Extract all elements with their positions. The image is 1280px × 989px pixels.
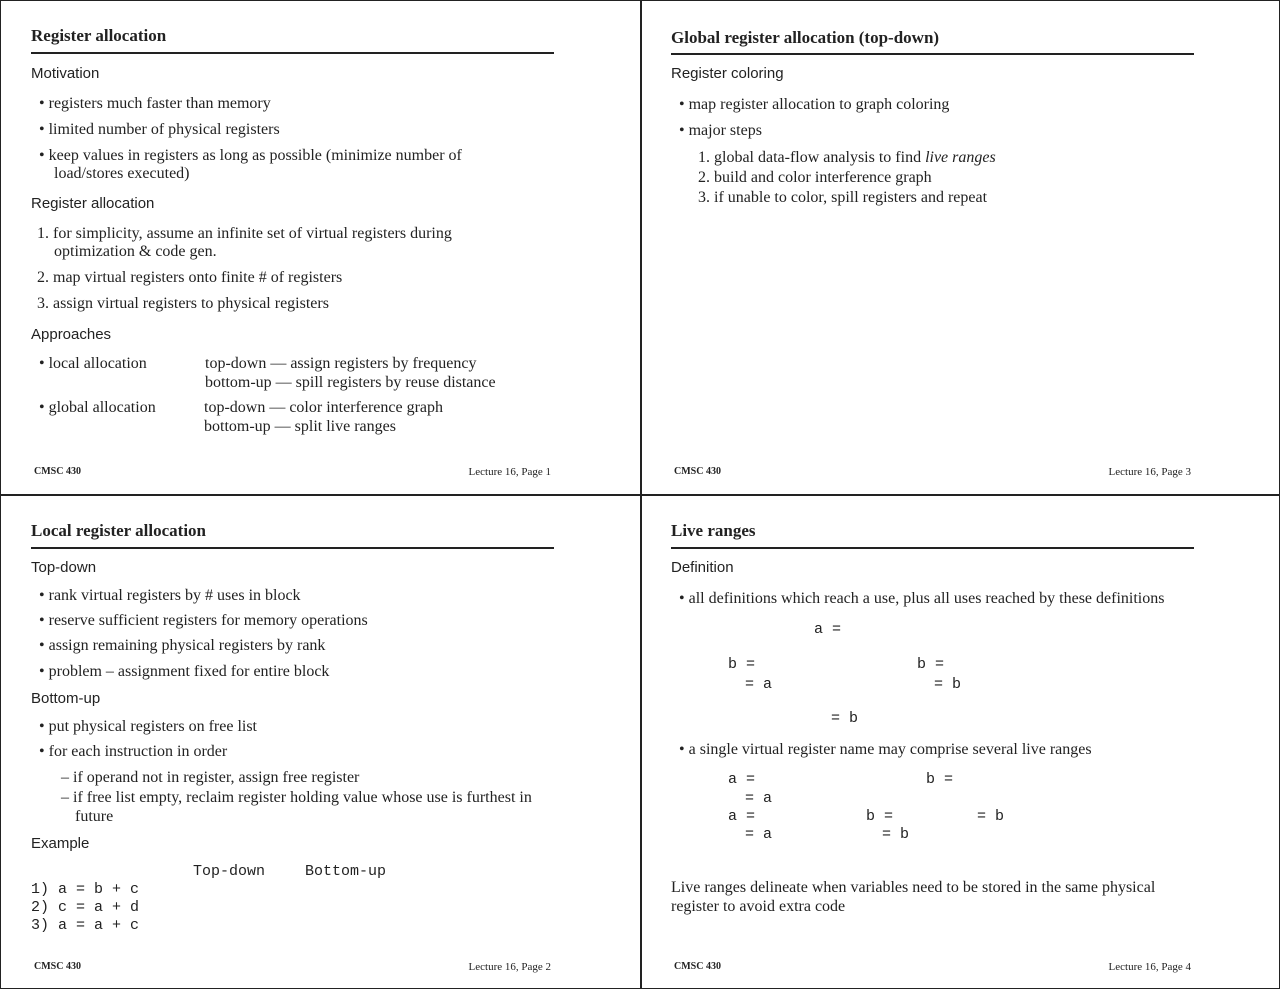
code-fragment: = b: [977, 808, 1005, 825]
sub-item-continuation: future: [75, 808, 114, 825]
slide-title: Live ranges: [671, 521, 756, 540]
slide-page-4: [641, 495, 1280, 989]
title-rule: [671, 53, 1194, 55]
paragraph-line: Live ranges delineate when variables need to be stored in the same physical: [671, 879, 1156, 896]
numbered-item: 1. for simplicity, assume an infinite set of virtual registers during: [37, 225, 452, 242]
paragraph-line: register to avoid extra code: [671, 898, 846, 915]
footer-page: Lecture 16, Page 4: [1108, 961, 1191, 973]
bullet-item: • problem – assignment fixed for entire block: [39, 663, 330, 680]
bullet-icon: •: [679, 590, 689, 607]
footer-page: Lecture 16, Page 1: [468, 466, 551, 478]
footer-course: CMSC 430: [674, 961, 721, 972]
bullet-item: • major steps: [679, 122, 762, 139]
sub-item: – if free list empty, reclaim register holding value whose use is furthest in: [61, 789, 532, 806]
numbered-item: 3. if unable to color, spill registers and repeat: [698, 189, 988, 206]
code-fragment: = b: [934, 676, 962, 693]
bullet-icon: •: [39, 612, 49, 629]
numbered-item: 3. assign virtual registers to physical registers: [37, 295, 329, 312]
bullet-item: • keep values in registers as long as possible (minimize number of: [39, 147, 462, 164]
footer-page: Lecture 16, Page 2: [468, 961, 551, 973]
footer-course: CMSC 430: [674, 466, 721, 477]
bullet-item: • assign remaining physical registers by rank: [39, 637, 326, 654]
slide-title: Register allocation: [31, 26, 167, 45]
numbered-item: 2. build and color interference graph: [698, 169, 932, 186]
section-heading: Register coloring: [671, 65, 784, 82]
title-rule: [31, 52, 554, 54]
code-fragment: b =: [917, 656, 945, 673]
bullet-item: • a single virtual register name may comprise several live ranges: [679, 741, 1092, 758]
code-fragment: = b: [882, 826, 910, 843]
bullet-item: • for each instruction in order: [39, 743, 228, 760]
bullet-item: • limited number of physical registers: [39, 121, 280, 138]
bullet-icon: •: [39, 663, 49, 680]
footer-course: CMSC 430: [34, 961, 81, 972]
slide-title: Local register allocation: [31, 521, 207, 540]
slide-page-2: [1, 495, 641, 989]
code-fragment: a =: [728, 771, 756, 788]
bullet-icon: •: [39, 587, 49, 604]
title-rule: [31, 547, 554, 549]
bullet-icon: •: [39, 121, 49, 138]
bullet-item: • all definitions which reach a use, plus all uses reached by these definitions: [679, 590, 1165, 607]
code-fragment: b =: [866, 808, 894, 825]
sub-item: – if operand not in register, assign free register: [61, 769, 360, 786]
numbered-item: 1. global data-flow analysis to find live ranges: [698, 149, 996, 166]
code-fragment: a =: [728, 808, 756, 825]
section-heading: Example: [31, 835, 90, 852]
approach-text: bottom-up — split live ranges: [204, 418, 396, 435]
bullet-item: • local allocation: [39, 355, 147, 372]
bullet-item: • reserve sufficient registers for memory operations: [39, 612, 368, 629]
approach-text: bottom-up — spill registers by reuse distance: [205, 374, 496, 391]
bullet-item: • global allocation: [39, 399, 156, 416]
numbered-continuation: optimization & code gen.: [54, 243, 217, 260]
bullet-icon: •: [39, 147, 49, 164]
bullet-icon: •: [39, 743, 49, 760]
slide-page-3: [641, 1, 1280, 495]
bullet-icon: •: [39, 355, 49, 372]
bullet-item: • rank virtual registers by # uses in block: [39, 587, 301, 604]
section-heading: Top-down: [31, 559, 97, 576]
bullet-icon: •: [39, 637, 49, 654]
approach-text: top-down — assign registers by frequency: [205, 355, 477, 372]
bullet-item: • map register allocation to graph coloring: [679, 96, 950, 113]
bullet-icon: •: [679, 96, 689, 113]
code-fragment: = a: [745, 790, 773, 807]
column-header-bottom-up: Bottom-up: [305, 863, 387, 880]
code-fragment: = a: [745, 826, 773, 843]
bullet-icon: •: [39, 718, 49, 735]
code-line: 2) c = a + d: [31, 899, 140, 916]
column-header-top-down: Top-down: [193, 863, 266, 880]
bullet-item: • put physical registers on free list: [39, 718, 257, 735]
bullet-continuation: load/stores executed): [54, 165, 190, 182]
code-line: 1) a = b + c: [31, 881, 140, 898]
bullet-item: • registers much faster than memory: [39, 95, 271, 112]
code-fragment: b =: [728, 656, 756, 673]
numbered-item: 2. map virtual registers onto finite # of registers: [37, 269, 343, 286]
code-fragment: a =: [814, 621, 842, 638]
section-heading: Motivation: [31, 65, 100, 82]
section-heading: Approaches: [31, 326, 112, 343]
section-heading: Register allocation: [31, 195, 155, 212]
code-fragment: b =: [926, 771, 954, 788]
section-heading: Definition: [671, 559, 734, 576]
footer-course: CMSC 430: [34, 466, 81, 477]
bullet-icon: •: [679, 741, 689, 758]
bullet-icon: •: [679, 122, 689, 139]
section-heading: Bottom-up: [31, 690, 101, 707]
title-rule: [671, 547, 1194, 549]
bullet-icon: •: [39, 399, 49, 416]
slide-page-1: [1, 1, 641, 495]
slide-title: Global register allocation (top-down): [671, 28, 940, 47]
footer-page: Lecture 16, Page 3: [1108, 466, 1191, 478]
code-fragment: = b: [831, 710, 859, 727]
approach-text: top-down — color interference graph: [204, 399, 444, 416]
code-line: 3) a = a + c: [31, 917, 140, 934]
code-fragment: = a: [745, 676, 773, 693]
bullet-icon: •: [39, 95, 49, 112]
